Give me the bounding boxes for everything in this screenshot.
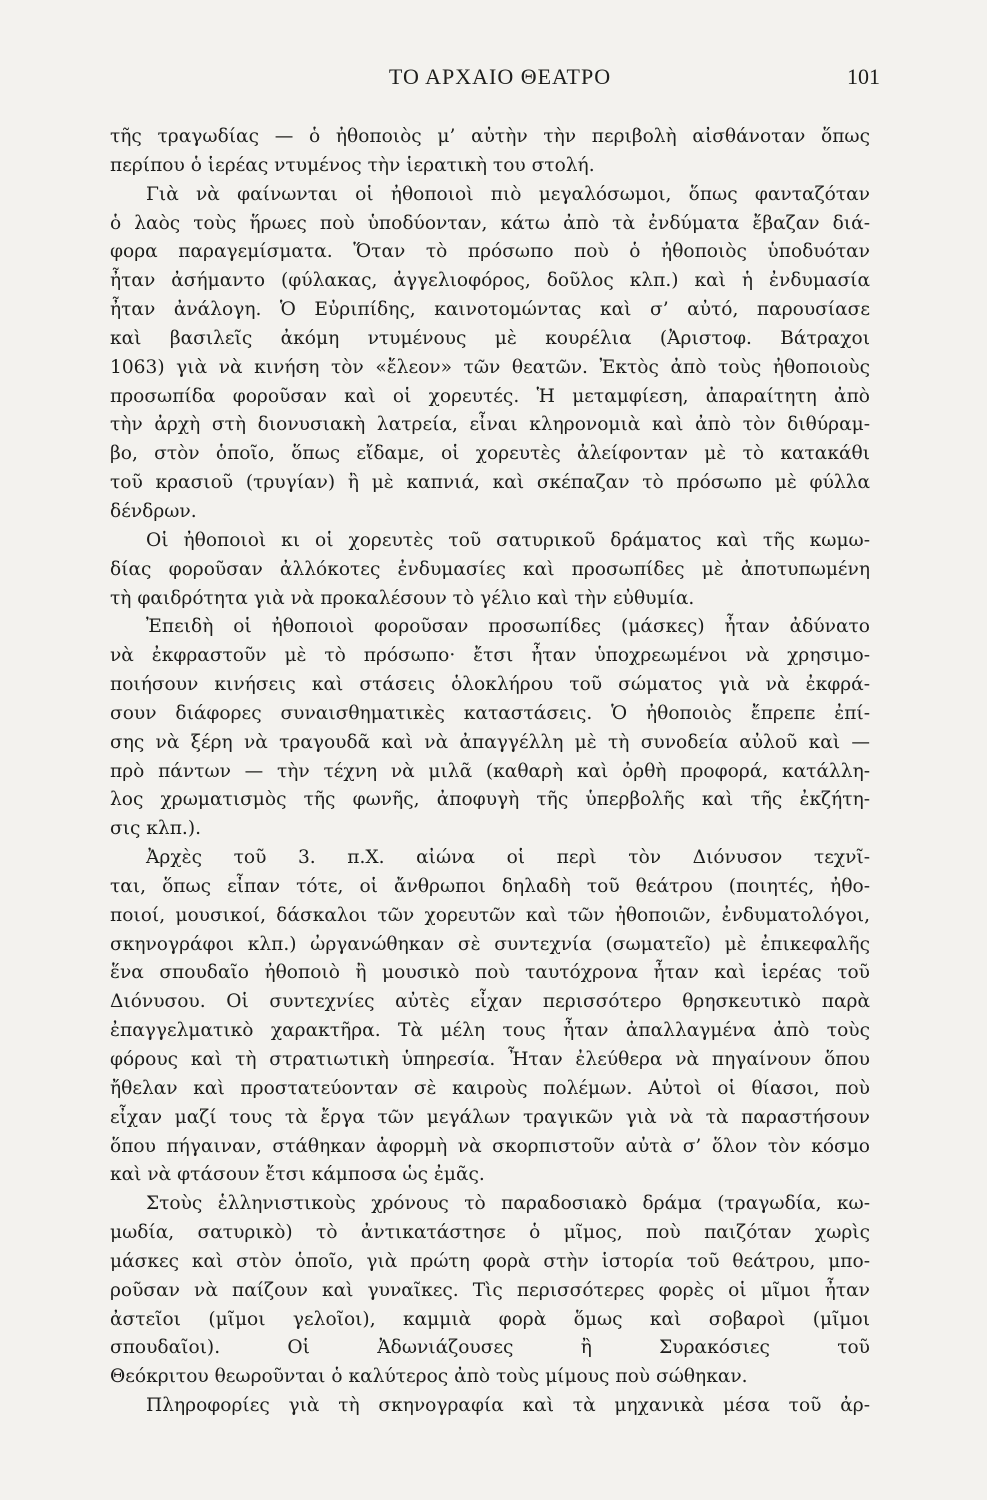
text-line: εἶχαν μαζί τους τὰ ἔργα τῶν μεγάλων τραγικῶν γιὰ νὰ τὰ παραστήσουν (110, 1106, 870, 1128)
text-line: λος χρωματισμὸς τῆς φωνῆς, ἀποφυγὴ τῆς ὑπερβολῆς καὶ τῆς ἐκζήτη- (110, 789, 870, 811)
text-line: πρὸ πάντων — τὴν τέχνη νὰ μιλᾶ (καθαρὴ καὶ ὀρθὴ προφορά, κατάλλη- (110, 760, 870, 782)
text-line: βο, στὸν ὁποῖο, ὅπως εἴδαμε, οἱ χορευτὲς ἀλείφονταν μὲ τὸ κατακάθι (110, 443, 870, 465)
text-line: 1063) γιὰ νὰ κινήση τὸν «ἔλεον» τῶν θεατῶν. Ἐκτὸς ἀπὸ τοὺς ἠθοποιοὺς (110, 356, 870, 378)
text-line: σπουδαῖοι). Οἱ Ἀδωνιάζουσες ἢ Συρακόσιες τοῦ (110, 1337, 870, 1359)
text-line: ἕνα σπουδαῖο ἠθοποιὸ ἢ μουσικὸ ποὺ ταυτόχρονα ἦταν καὶ ἱερέας τοῦ (110, 962, 870, 984)
text-line: ἤθελαν καὶ προστατεύονταν σὲ καιροὺς πολέμων. Αὐτοὶ οἱ θίασοι, ποὺ (110, 1077, 870, 1099)
text-line: ὅπου πήγαιναν, στάθηκαν ἀφορμὴ νὰ σκορπιστοῦν αὐτὰ σ’ ὅλον τὸν κόσμο (110, 1135, 870, 1157)
body-text (110, 123, 870, 1421)
text-line: δίας φοροῦσαν ἀλλόκοτες ἐνδυμασίες καὶ προσωπίδες μὲ ἀποτυπωμένη (110, 558, 870, 580)
text-line: ποιήσουν κινήσεις καὶ στάσεις ὁλοκλήρου τοῦ σώματος γιὰ νὰ ἐκφρά- (110, 674, 870, 696)
text-line: Οἱ ἠθοποιοὶ κι οἱ χορευτὲς τοῦ σατυρικοῦ δράματος καὶ τῆς κωμω- (146, 529, 870, 551)
text-line: ἦταν ἀνάλογη. Ὁ Εὐριπίδης, καινοτομώντας καὶ σ’ αὐτό, παρουσίασε (110, 299, 870, 321)
text-line: μάσκες καὶ στὸν ὁποῖο, γιὰ πρώτη φορὰ στὴν ἱστορία τοῦ θεάτρου, μπο- (110, 1250, 870, 1272)
text-line: Διόνυσου. Οἱ συντεχνίες αὐτὲς εἶχαν περισσότερο θρησκευτικὸ παρὰ (110, 991, 870, 1013)
text-line: καὶ βασιλεῖς ἀκόμη ντυμένους μὲ κουρέλια (Ἀριστοφ. Βάτραχοι (110, 327, 870, 349)
text-line: ροῦσαν νὰ παίζουν καὶ γυναῖκες. Τὶς περισσότερες φορὲς οἱ μῖμοι ἦταν (110, 1279, 870, 1301)
text-line: προσωπίδα φοροῦσαν καὶ οἱ χορευτές. Ἡ μεταμφίεση, ἀπαραίτητη ἀπὸ (110, 385, 870, 407)
text-line: ἦταν ἀσήμαντο (φύλακας, ἀγγελιοφόρος, δοῦλος κλπ.) καὶ ἡ ἐνδυμασία (110, 270, 870, 292)
running-head (120, 64, 880, 94)
text-line: ὁ λαὸς τοὺς ἥρωες ποὺ ὑποδύονταν, κάτω ἀπὸ τὰ ἐνδύματα ἔβαζαν διά- (110, 212, 870, 234)
text-line: τὴ φαιδρότητα γιὰ νὰ προκαλέσουν τὸ γέλιο καὶ τὴν εὐθυμία. (110, 587, 695, 609)
text-line: μωδία, σατυρικὸ) τὸ ἀντικατάστησε ὁ μῖμος, ποὺ παιζόταν χωρὶς (110, 1222, 870, 1244)
text-line: σης νὰ ξέρη νὰ τραγουδᾶ καὶ νὰ ἀπαγγέλλη μὲ τὴ συνοδεία αὐλοῦ καὶ — (110, 731, 870, 753)
text-line: ται, ὅπως εἶπαν τότε, οἱ ἄνθρωποι δηλαδὴ τοῦ θεάτρου (ποιητές, ἠθο- (110, 875, 870, 897)
text-line: Γιὰ νὰ φαίνωνται οἱ ἠθοποιοὶ πιὸ μεγαλόσωμοι, ὅπως φανταζόταν (146, 183, 870, 205)
text-line: Ἐπειδὴ οἱ ἠθοποιοὶ φοροῦσαν προσωπίδες (μάσκες) ἦταν ἀδύνατο (146, 616, 870, 638)
text-line: ἀστεῖοι (μῖμοι γελοῖοι), καμμιὰ φορὰ ὅμως καὶ σοβαροὶ (μῖμοι (110, 1308, 870, 1330)
text-line: τοῦ κρασιοῦ (τρυγίαν) ἢ μὲ καπνιά, καὶ σκέπαζαν τὸ πρόσωπο μὲ φύλλα (110, 472, 870, 494)
running-title: ΤΟ ΑΡΧΑΙΟ ΘΕΑΤΡΟ (388, 64, 612, 89)
text-line: φόρους καὶ τὴ στρατιωτικὴ ὑπηρεσία. Ἦταν ἐλεύθερα νὰ πηγαίνουν ὅπου (110, 1049, 870, 1070)
text-line: σις κλπ.). (110, 818, 202, 840)
text-line: Στοὺς ἑλληνιστικοὺς χρόνους τὸ παραδοσιακὸ δράμα (τραγωδία, κω- (146, 1193, 870, 1215)
text-line: ἐπαγγελματικὸ χαρακτῆρα. Τὰ μέλη τους ἦταν ἀπαλλαγμένα ἀπὸ τοὺς (110, 1020, 870, 1042)
text-line: Πληροφορίες γιὰ τὴ σκηνογραφία καὶ τὰ μηχανικὰ μέσα τοῦ ἀρ- (146, 1395, 870, 1417)
text-line: περίπου ὁ ἱερέας ντυμένος τὴν ἱερατικὴ του στολή. (110, 154, 595, 176)
text-line: τῆς τραγωδίας — ὁ ἠθοποιὸς μ’ αὐτὴν τὴν περιβολὴ αἰσθάνοταν ὅπως (110, 126, 870, 147)
text-line: νὰ ἐκφραστοῦν μὲ τὸ πρόσωπο· ἔτσι ἦταν ὑποχρεωμένοι νὰ χρησιμο- (110, 645, 870, 667)
text-line: ποιοί, μουσικοί, δάσκαλοι τῶν χορευτῶν καὶ τῶν ἠθοποιῶν, ἐνδυματολόγοι, (110, 904, 870, 926)
text-line: σουν διάφορες συναισθηματικὲς καταστάσεις. Ὁ ἠθοποιὸς ἔπρεπε ἐπί- (110, 702, 870, 724)
text-line: Ἀρχὲς τοῦ 3. π.Χ. αἰώνα οἱ περὶ τὸν Διόνυσον τεχνῖ- (146, 847, 870, 869)
page-number: 101 (847, 64, 880, 89)
text-line: τὴν ἀρχὴ στὴ διονυσιακὴ λατρεία, εἶναι κληρονομιὰ καὶ ἀπὸ τὸν διθύραμ- (110, 414, 870, 436)
text-line: καὶ νὰ φτάσουν ἔτσι κάμποσα ὡς ἐμᾶς. (110, 1164, 485, 1186)
text-line: δένδρων. (110, 500, 197, 522)
text-line: σκηνογράφοι κλπ.) ὠργανώθηκαν σὲ συντεχνία (σωματεῖο) μὲ ἐπικεφαλῆς (110, 933, 870, 955)
text-line: Θεόκριτου θεωροῦνται ὁ καλύτερος ἀπὸ τοὺς μίμους ποὺ σώθηκαν. (110, 1366, 748, 1388)
text-line: φορα παραγεμίσματα. Ὅταν τὸ πρόσωπο ποὺ ὁ ἠθοποιὸς ὑποδυόταν (110, 241, 870, 263)
